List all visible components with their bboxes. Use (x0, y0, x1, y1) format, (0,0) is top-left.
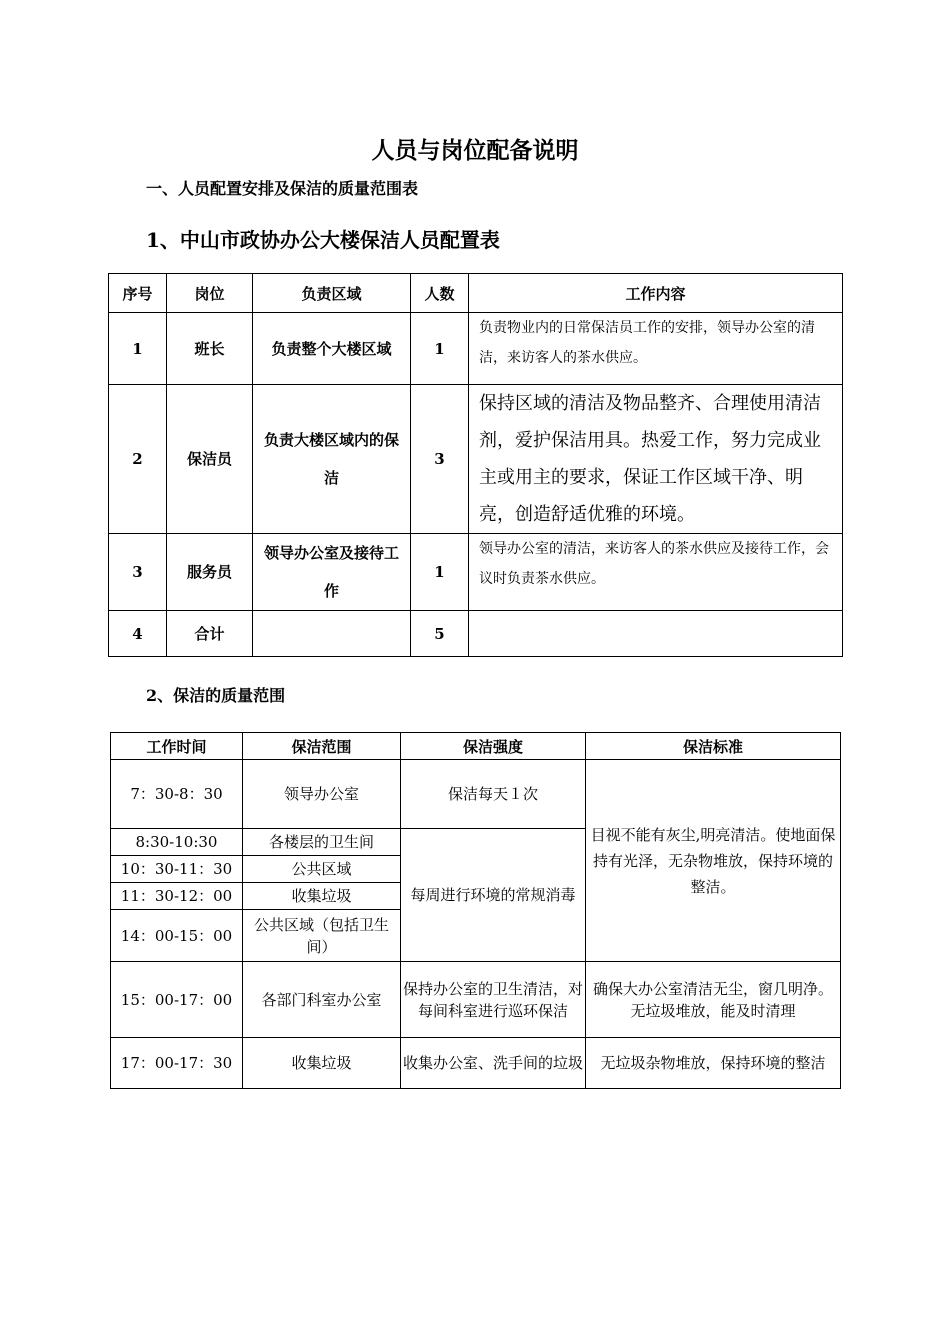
header-cell: 工作内容 (469, 274, 843, 313)
table-row (111, 760, 841, 829)
scope-cell: 领导办公室 (243, 760, 401, 829)
post-cell: 保洁员 (167, 385, 253, 534)
area-cell: 领导办公室及接待工作 (253, 534, 411, 611)
intensity-cell: 保持办公室的卫生清洁，对每间科室进行巡环保洁 (401, 962, 586, 1038)
time-cell: 10：30-11：30 (111, 856, 243, 883)
table-row (109, 534, 843, 611)
quality-table (110, 732, 841, 1089)
header-cell: 保洁强度 (401, 733, 586, 760)
content-cell: 领导办公室的清洁，来访客人的茶水供应及接待工作，会议时负责茶水供应。 (469, 534, 843, 611)
header-cell: 人数 (411, 274, 469, 313)
standard-cell: 确保大办公室清洁无尘，窗几明净。无垃圾堆放，能及时清理 (586, 962, 841, 1038)
header-cell: 负责区域 (253, 274, 411, 313)
time-cell: 15：00-17：00 (111, 962, 243, 1038)
scope-cell: 公共区域（包括卫生间） (243, 910, 401, 962)
header-cell: 岗位 (167, 274, 253, 313)
table-row (111, 1038, 841, 1089)
content-cell: 负责物业内的日常保洁员工作的安排，领导办公室的清洁，来访客人的茶水供应。 (469, 313, 843, 385)
count-cell: 5 (411, 611, 469, 657)
area-cell (253, 611, 411, 657)
count-cell: 1 (411, 534, 469, 611)
time-cell: 17：00-17：30 (111, 1038, 243, 1089)
area-cell: 负责整个大楼区域 (253, 313, 411, 385)
header-cell: 保洁标准 (586, 733, 841, 760)
intensity-cell: 每周进行环境的常规消毒 (401, 829, 586, 962)
content-cell (469, 611, 843, 657)
scope-cell: 公共区域 (243, 856, 401, 883)
post-cell: 班长 (167, 313, 253, 385)
section-heading: 一、人员配置安排及保洁的质量范围表 (146, 179, 419, 198)
standard-cell: 无垃圾杂物堆放，保持环境的整洁 (586, 1038, 841, 1089)
time-cell: 14：00-15：00 (111, 910, 243, 962)
header-cell: 序号 (109, 274, 167, 313)
intensity-cell: 保洁每天１次 (401, 760, 586, 829)
post-cell: 服务员 (167, 534, 253, 611)
count-cell: 3 (411, 385, 469, 534)
row-number: 2 (109, 385, 167, 534)
row-number: 3 (109, 534, 167, 611)
time-cell: 8:30-10:30 (111, 829, 243, 856)
table-row (109, 611, 843, 657)
count-cell: 1 (411, 313, 469, 385)
table-header-row (111, 733, 841, 760)
time-cell: 11：30-12：00 (111, 883, 243, 910)
table-row (109, 385, 843, 534)
scope-cell: 收集垃圾 (243, 1038, 401, 1089)
row-number: 4 (109, 611, 167, 657)
staffing-table (108, 273, 843, 657)
time-cell: 7：30-8：30 (111, 760, 243, 829)
intensity-cell: 收集办公室、洗手间的垃圾 (401, 1038, 586, 1089)
table-header-row (109, 274, 843, 313)
standard-cell: 目视不能有灰尘,明亮清洁。使地面保持有光泽，无杂物堆放，保持环境的整洁。 (586, 760, 841, 962)
scope-cell: 各楼层的卫生间 (243, 829, 401, 856)
post-cell: 合计 (167, 611, 253, 657)
table-row (109, 313, 843, 385)
staffing-table-heading: 1、中山市政协办公大楼保洁人员配置表 (146, 228, 500, 252)
header-cell: 保洁范围 (243, 733, 401, 760)
quality-table-heading: 2、保洁的质量范围 (146, 686, 286, 705)
row-number: 1 (109, 313, 167, 385)
area-cell: 负责大楼区域内的保洁 (253, 385, 411, 534)
page-title: 人员与岗位配备说明 (371, 137, 579, 164)
table-row (111, 962, 841, 1038)
content-cell: 保持区域的清洁及物品整齐、合理使用清洁剂，爱护保洁用具。热爱工作，努力完成业主或用主的要求，保证工作区域干净、明亮，创造舒适优雅的环境。 (469, 385, 843, 534)
scope-cell: 各部门科室办公室 (243, 962, 401, 1038)
scope-cell: 收集垃圾 (243, 883, 401, 910)
header-cell: 工作时间 (111, 733, 243, 760)
